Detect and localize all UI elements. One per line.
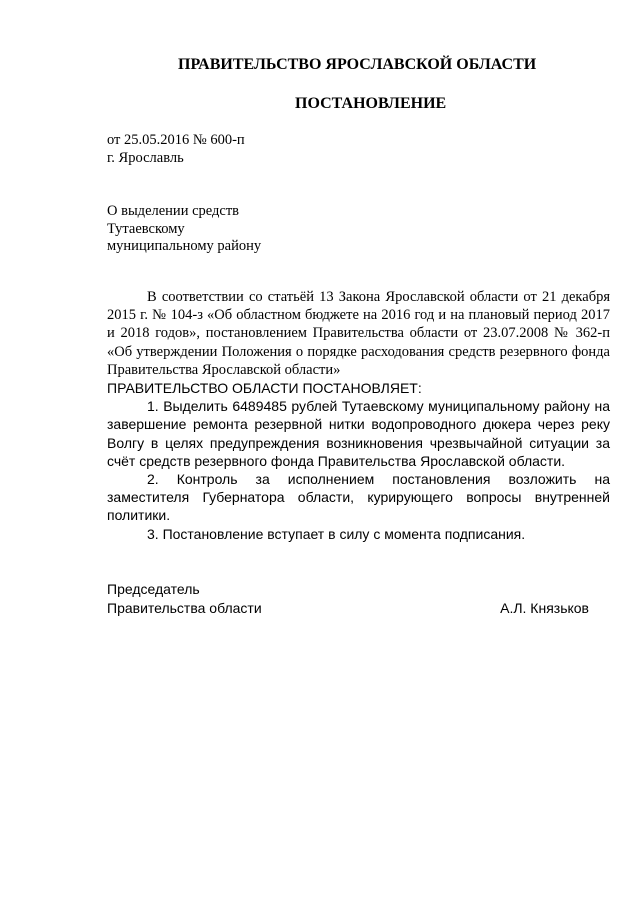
resolution-item: 1. Выделить 6489485 рублей Тутаевскому муниципальному району на завершение ремонта резервной нитки водопроводного дюкера через реку Волгу в целях предупреждения возникновения чрезвычайной ситуации за счёт средств резервного фонда Правительства Ярославской области. [107, 398, 610, 469]
signature-row [107, 599, 589, 618]
subject-line: О выделении средств [107, 203, 240, 219]
resolution-item: 3. Постановление вступает в силу с момента подписания. [147, 525, 526, 542]
document-meta [107, 131, 245, 167]
signature-block [107, 580, 589, 617]
signatory-title-line: Правительства области [107, 599, 262, 616]
signatory-name: А.Л. Князьков [500, 599, 589, 616]
signatory-title-line: Председатель [107, 581, 200, 597]
resolution-item: 2. Контроль за исполнением постановления возложить на заместителя Губернатора области, курирующего вопросы внутренней политики. [107, 471, 610, 524]
document-type-title: ПОСТАНОВЛЕНИЕ [295, 95, 447, 112]
date-and-number: от 25.05.2016 № 600-п [107, 132, 245, 148]
resolution-heading: ПРАВИТЕЛЬСТВО ОБЛАСТИ ПОСТАНОВЛЯЕТ: [107, 380, 422, 397]
document-body [107, 288, 610, 543]
preamble-paragraph: В соответствии со статьёй 13 Закона Ярославской области от 21 декабря 2015 г. № 104-з «Об областном бюджете на 2016 год и на плановый период 2017 и 2018 годов», постановлением Правительства области от 23.07.2008 № 362-п «Об утверждении Положения о порядке расходования средств резервного фонда Правительства Ярославской области» [107, 289, 610, 378]
city: г. Ярославль [107, 150, 184, 166]
document-subject [107, 203, 261, 256]
government-title: ПРАВИТЕЛЬСТВО ЯРОСЛАВСКОЙ ОБЛАСТИ [178, 56, 537, 73]
subject-line: Тутаевскому [107, 220, 185, 237]
subject-line: муниципальному району [107, 238, 262, 254]
